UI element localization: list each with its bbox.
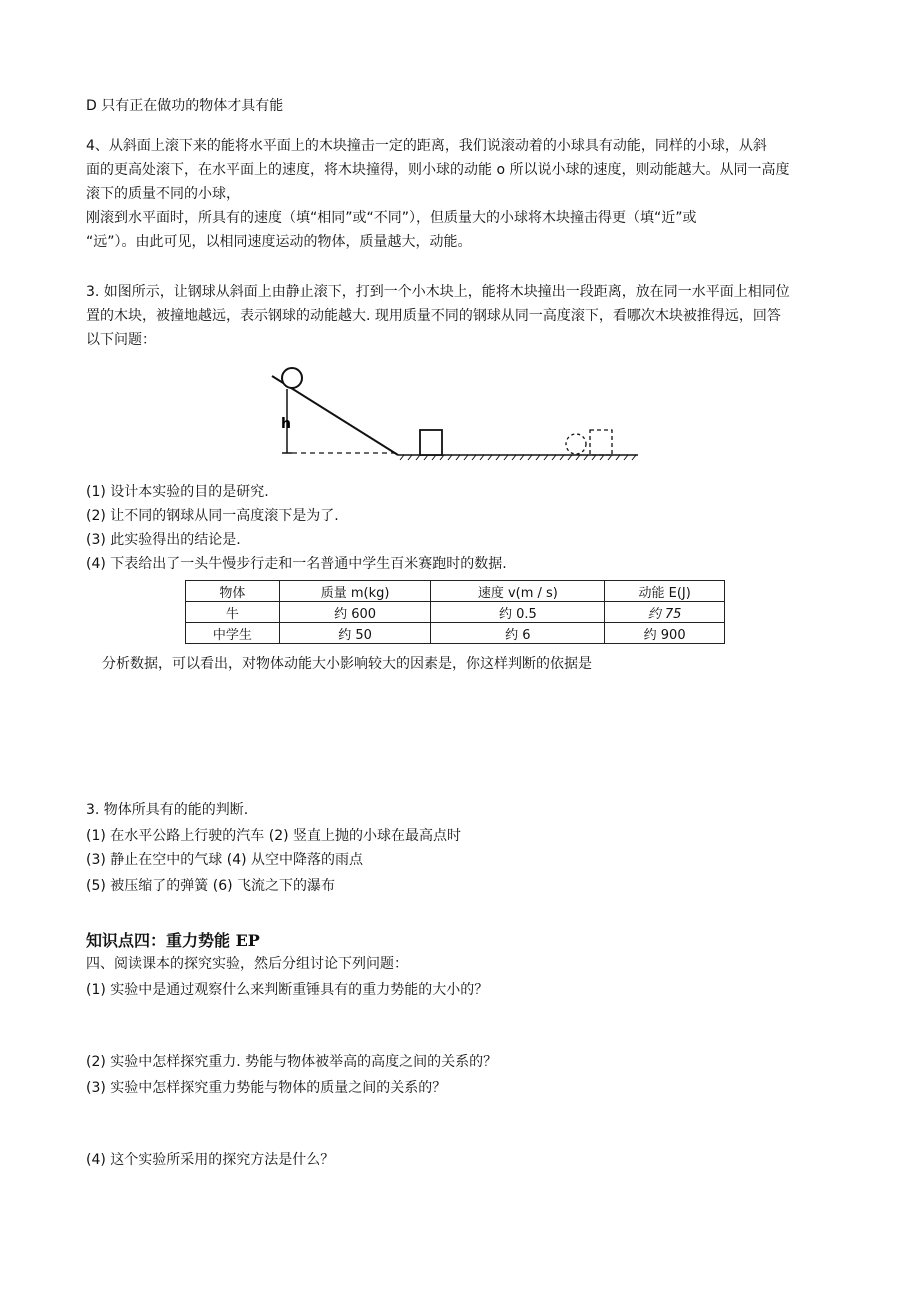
ball-final-position-dashed — [566, 434, 586, 454]
table-cell: 约 50 — [279, 623, 431, 644]
q4-line-4: 刚滚到水平面时，所具有的速度（填“相同”或“不同”），但质量大的小球将木块撞击得更（填“近”或 — [86, 210, 697, 226]
table-cell: 中学生 — [186, 623, 280, 644]
table-row — [186, 623, 725, 644]
height-label: h — [281, 416, 291, 432]
q3-line-3: 以下问题： — [86, 332, 156, 348]
q4-line-1: 4、从斜面上滚下来的能将水平面上的木块撞击一定的距离，我们说滚动着的小球具有动能，同样的小球，从斜 — [86, 138, 767, 154]
table-cell: 约 75 — [605, 602, 725, 623]
table-cell: 约 600 — [279, 602, 431, 623]
block-final-position-dashed — [590, 430, 612, 455]
option-d-text: D 只有正在做功的物体才具有能 — [86, 98, 284, 114]
q4-line-2: 面的更高处滚下，在水平面上的速度，将木块撞得，则小球的动能 o 所以说小球的速度，则动能越大。从同一高度 — [86, 162, 790, 178]
section-question-4: (4) 这个实验所采用的探究方法是什么？ — [86, 1152, 335, 1168]
table-header-row — [186, 581, 725, 602]
energy-data-table — [185, 580, 725, 644]
table-header-cell: 动能 E(J) — [605, 581, 725, 602]
table-header-cell: 速度 v(m / s) — [431, 581, 605, 602]
q3-sub-3: (3) 此实验得出的结论是. — [86, 532, 241, 548]
section-question-1: (1) 实验中是通过观察什么来判断重锤具有的重力势能的大小的？ — [86, 982, 489, 998]
steel-ball — [282, 368, 302, 388]
table-cell: 牛 — [186, 602, 280, 623]
judgment-item-3: (5) 被压缩了的弹簧 (6) 飞流之下的瀑布 — [86, 878, 336, 894]
q4-line-5: “远”）。由此可见，以相同速度运动的物体，质量越大，动能。 — [86, 234, 472, 250]
section-intro: 四、阅读课本的探究实验，然后分组讨论下列问题： — [86, 956, 408, 972]
q3-line-2: 置的木块，被撞地越远，表示钢球的动能越大. 现用质量不同的钢球从同一高度滚下，看哪次木块被推得远，回答 — [86, 308, 781, 324]
q4-line-3: 滚下的质量不同的小球， — [86, 186, 240, 202]
judgment-title: 3. 物体所具有的能的判断. — [86, 802, 249, 818]
section-question-2: (2) 实验中怎样探究重力. 势能与物体被举高的高度之间的关系的？ — [86, 1054, 498, 1070]
q3-sub-2: (2) 让不同的钢球从同一高度滚下是为了. — [86, 508, 339, 524]
q3-sub-4: (4) 下表给出了一头牛慢步行走和一名普通中学生百米赛跑时的数据. — [86, 556, 507, 572]
judgment-item-2: (3) 静止在空中的气球 (4) 从空中降落的雨点 — [86, 852, 364, 868]
table-header-cell: 物体 — [186, 581, 280, 602]
analysis-text: 分析数据，可以看出，对物体动能大小影响较大的因素是，你这样判断的依据是 — [102, 656, 592, 672]
judgment-item-1: (1) 在水平公路上行驶的汽车 (2) 竖直上抛的小球在最高点时 — [86, 828, 462, 844]
table-cell: 约 0.5 — [431, 602, 605, 623]
q3-line-1: 3. 如图所示，让钢球从斜面上由静止滚下，打到一个小木块上，能将木块撞出一段距离，放在同一水平面上相同位 — [86, 284, 790, 300]
incline-experiment-figure — [270, 362, 650, 467]
q3-sub-1: (1) 设计本实验的目的是研究. — [86, 484, 269, 500]
table-row — [186, 602, 725, 623]
table-cell: 约 6 — [431, 623, 605, 644]
table-cell: 约 900 — [605, 623, 725, 644]
wood-block — [420, 430, 442, 455]
section-question-3: (3) 实验中怎样探究重力势能与物体的质量之间的关系的？ — [86, 1080, 447, 1096]
table-header-cell: 质量 m(kg) — [279, 581, 431, 602]
section-heading: 知识点四：重力势能 EP — [86, 931, 260, 950]
